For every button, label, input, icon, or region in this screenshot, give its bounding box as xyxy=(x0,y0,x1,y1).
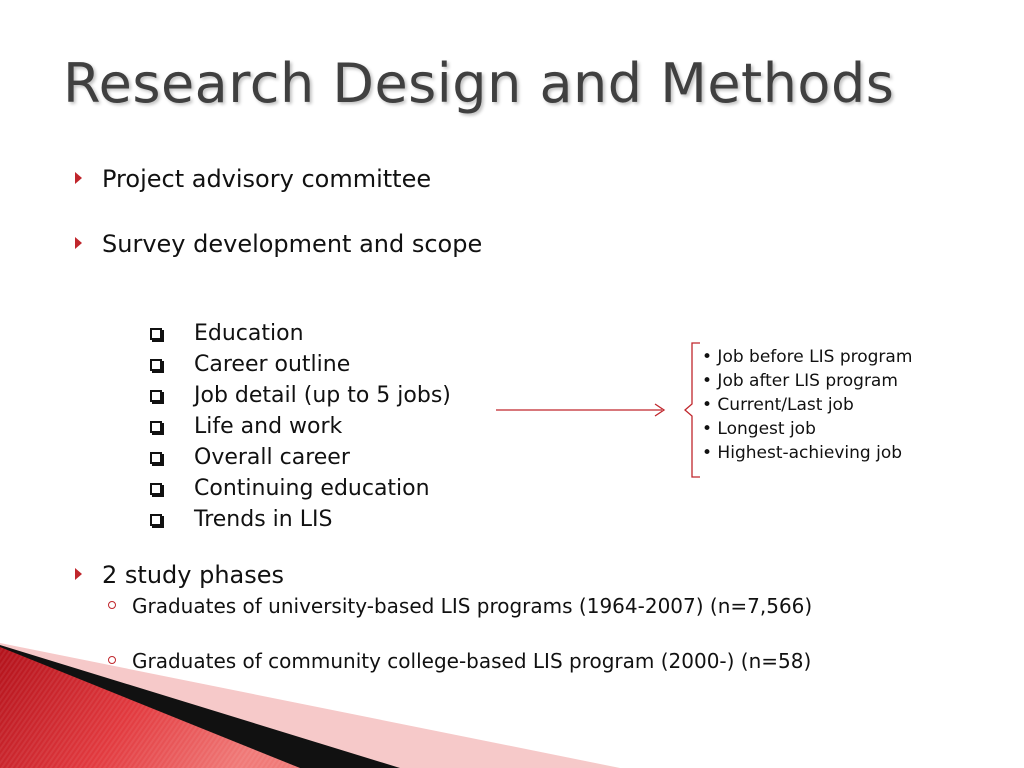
list-item-label: Education xyxy=(194,321,304,346)
list-item-label: Continuing education xyxy=(194,476,430,501)
brace-icon xyxy=(685,343,700,477)
triangle-bullet-icon xyxy=(75,568,82,580)
sub-bullet-text: Graduates of community college-based LIS program (2000-) (n=58) xyxy=(132,649,812,673)
list-item-label: Overall career xyxy=(194,445,350,470)
list-item: • Current/Last job xyxy=(702,395,854,415)
bullet-text: Survey development and scope xyxy=(102,230,483,258)
decorative-corner-swoosh xyxy=(0,643,620,768)
list-item: • Job before LIS program xyxy=(702,347,913,367)
list-item: • Longest job xyxy=(702,419,816,439)
list-item-label: Career outline xyxy=(194,352,351,377)
sub-bullet-text: Graduates of university-based LIS programs (1964-2007) (n=7,566) xyxy=(132,594,813,618)
list-item-label: Life and work xyxy=(194,414,343,439)
list-item: • Job after LIS program xyxy=(702,371,898,391)
slide-title: Research Design and Methods xyxy=(63,52,895,115)
list-item-label: Trends in LIS xyxy=(194,507,333,532)
ring-bullet-icon xyxy=(108,601,116,609)
job-types-list xyxy=(702,345,912,465)
list-item-label: Job detail (up to 5 jobs) xyxy=(194,383,451,408)
list-item: • Highest-achieving job xyxy=(702,443,903,463)
sub-bullet-phase-1 xyxy=(108,594,812,618)
bullet-text: 2 study phases xyxy=(102,561,285,589)
bullet-study-phases xyxy=(75,561,284,589)
bullet-text: Project advisory committee xyxy=(102,165,432,193)
